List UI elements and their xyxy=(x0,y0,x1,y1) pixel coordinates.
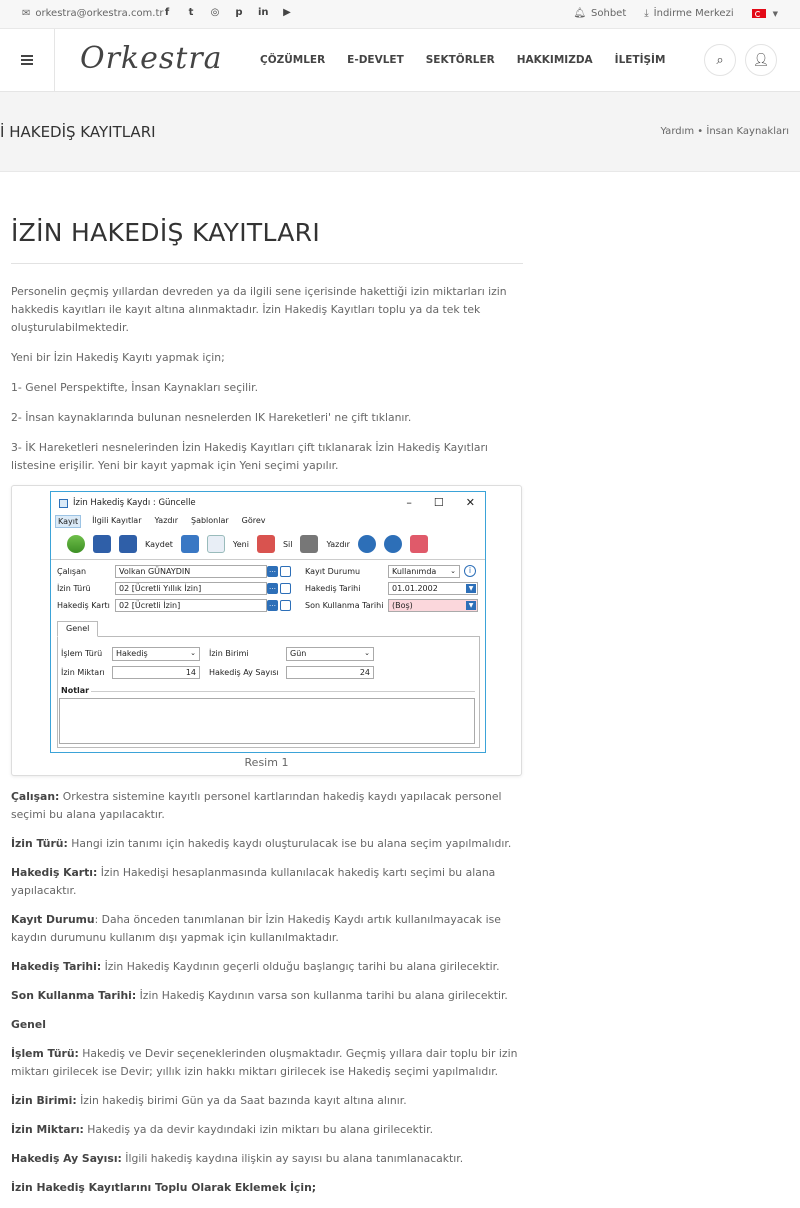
user-icon: 👤︎ xyxy=(752,52,770,68)
delete-label[interactable]: Sil xyxy=(282,539,293,549)
hakedis-tarihi-label: Hakediş Tarihi xyxy=(305,584,361,593)
download-icon: ⤓ xyxy=(644,8,649,19)
chevron-down-icon: ⌄ xyxy=(364,649,370,657)
kayit-durumu-select[interactable] xyxy=(388,565,460,578)
hakedis-karti-field[interactable]: 02 [Ücretli İzin] xyxy=(115,599,267,612)
twitter-icon[interactable]: t xyxy=(188,7,194,18)
hakedis-dialog xyxy=(50,491,486,753)
notlar-textarea[interactable] xyxy=(59,698,475,744)
mail-icon: ✉ xyxy=(22,8,31,19)
facebook-icon[interactable]: f xyxy=(164,7,170,18)
caret-down-icon: ▼ xyxy=(772,9,778,18)
calisan-field[interactable]: Volkan GÜNAYDIN xyxy=(115,565,267,578)
article xyxy=(11,172,523,475)
izin-miktari-field[interactable]: 14 xyxy=(112,666,200,679)
definition-term: Kayıt Durumu xyxy=(11,913,95,926)
linkedin-icon[interactable]: in xyxy=(258,7,269,18)
definition-item xyxy=(11,987,523,1005)
paragraph: 2- İnsan kaynaklarında bulunan nesnelerden IK Hareketleri' ne çift tıklanır. xyxy=(11,411,412,424)
minimize-icon[interactable]: – xyxy=(406,496,412,509)
download-center-link[interactable] xyxy=(644,8,733,19)
arrow-up-icon[interactable] xyxy=(358,535,376,553)
islem-turu-value: Hakediş xyxy=(116,649,148,658)
printer-icon[interactable] xyxy=(300,535,318,553)
definition-item xyxy=(11,958,523,976)
definition-text: İzin Hakedişi hesaplanmasında kullanılacak hakediş kartı seçimi bu alana yapılacaktır. xyxy=(11,866,496,897)
calisan-lookup-button[interactable]: … xyxy=(267,566,278,577)
izin-turu-label: İzin Türü xyxy=(57,584,91,593)
son-kullanma-label: Son Kullanma Tarihi xyxy=(305,601,384,610)
nav-iletisim[interactable]: İLETİŞİM xyxy=(614,54,666,66)
definition-item xyxy=(11,1045,523,1081)
definition-item xyxy=(11,911,523,947)
definition-term: Hakediş Tarihi: xyxy=(11,960,102,973)
nav-sektorler[interactable]: SEKTÖRLER xyxy=(425,54,495,66)
social-links xyxy=(162,7,292,19)
turkey-flag-icon xyxy=(752,9,766,18)
definitions-list xyxy=(11,788,523,1208)
hakedis-tarihi-value: 01.01.2002 xyxy=(392,584,438,593)
notlar-divider xyxy=(91,691,475,692)
definition-term: Son Kullanma Tarihi: xyxy=(11,989,137,1002)
definition-text: İzin Hakediş Kaydının geçerli olduğu başlangıç tarihi bu alana girilecektir. xyxy=(101,960,500,973)
kayit-durumu-label: Kayıt Durumu xyxy=(305,567,361,576)
definition-text: Hakediş ya da devir kaydındaki izin miktarı bu alana girilecektir. xyxy=(83,1123,434,1136)
save-icon[interactable] xyxy=(119,535,137,553)
youtube-icon[interactable]: ▶ xyxy=(283,7,291,18)
menu-sablonlar[interactable]: Şablonlar xyxy=(190,516,229,525)
izin-turu-field[interactable]: 02 [Ücretli Yıllık İzin] xyxy=(115,582,267,595)
paragraph: 1- Genel Perspektifte, İnsan Kaynakları seçilir. xyxy=(11,381,259,394)
definition-item xyxy=(11,1121,523,1139)
main-nav xyxy=(260,54,665,66)
new-label[interactable]: Yeni xyxy=(232,539,249,549)
definition-text: : Daha önceden tanımlanan bir İzin Hakediş Kaydı artık kullanılmayacak ise kaydın durumunu kullanım dışı yapmak için kullanılmaktadır. xyxy=(11,913,501,944)
search-button[interactable] xyxy=(704,44,736,76)
menu-gorev[interactable]: Görev xyxy=(241,516,266,525)
main-header xyxy=(0,29,800,92)
definition-term: Çalışan: xyxy=(11,790,60,803)
kayit-durumu-value: Kullanımda xyxy=(392,567,437,576)
hakedis-tarihi-field[interactable] xyxy=(388,582,478,595)
dialog-toolbar xyxy=(51,529,485,560)
chevron-down-icon: ⌄ xyxy=(190,649,196,657)
izin-birimi-value: Gün xyxy=(290,649,307,658)
calendar-dropdown-icon[interactable]: ▼ xyxy=(466,601,476,610)
logo[interactable]: Orkestra xyxy=(80,41,223,76)
save-label[interactable]: Kaydet xyxy=(145,539,173,549)
son-kullanma-value: (Boş) xyxy=(392,601,413,610)
hakedis-ay-field[interactable]: 24 xyxy=(286,666,374,679)
new-doc-icon[interactable] xyxy=(207,535,225,553)
divider xyxy=(11,263,523,264)
calisan-open-button[interactable] xyxy=(280,566,291,577)
definition-term: İzin Birimi: xyxy=(11,1094,77,1107)
dialog-menu xyxy=(51,515,485,528)
definition-term: İşlem Türü: xyxy=(11,1047,79,1060)
definition-term: İzin Türü: xyxy=(11,837,68,850)
definition-item xyxy=(11,1150,523,1168)
izin-turu-open-button[interactable] xyxy=(280,583,291,594)
email-text: orkestra@orkestra.com.tr xyxy=(35,8,164,19)
calisan-label: Çalışan xyxy=(57,567,87,576)
son-kullanma-field[interactable] xyxy=(388,599,478,612)
definition-item xyxy=(11,864,523,900)
hakedis-karti-open-button[interactable] xyxy=(280,600,291,611)
notlar-label: Notlar xyxy=(61,686,90,695)
nav-hakkimizda[interactable]: HAKKIMIZDA xyxy=(516,54,593,66)
menu-yazdir[interactable]: Yazdır xyxy=(154,516,178,525)
hamburger-icon xyxy=(21,59,33,61)
menu-ilgili-kayitlar[interactable]: İlgili Kayıtlar xyxy=(92,516,142,525)
save-add-icon[interactable] xyxy=(181,535,199,553)
definition-text: Orkestra sistemine kayıtlı personel kartlarından hakediş kaydı yapılacak personel seçimi bu alana yapılacaktır. xyxy=(11,790,502,821)
definition-text: İzin Hakediş Kaydının varsa son kullanma tarihi bu alana girilecektir. xyxy=(136,989,508,1002)
email-link[interactable] xyxy=(22,8,164,19)
close-icon[interactable]: ✕ xyxy=(465,496,475,509)
delete-icon[interactable] xyxy=(257,535,275,553)
menu-button[interactable] xyxy=(0,29,55,91)
izin-birimi-select[interactable] xyxy=(286,647,374,661)
article-title: İZİN HAKEDİŞ KAYITLARI xyxy=(11,218,321,247)
chat-link[interactable] xyxy=(573,8,626,19)
nav-cozumler[interactable]: ÇÖZÜMLER xyxy=(260,54,326,66)
definition-text: Hangi izin tanımı için hakediş kaydı oluşturulacak ise bu alana seçim yapılmalıdır. xyxy=(67,837,512,850)
definition-item xyxy=(11,788,523,824)
definition-item xyxy=(11,1179,523,1197)
top-bar xyxy=(0,0,800,29)
definition-item xyxy=(11,835,523,853)
bell-icon: 🔔︎ xyxy=(573,8,587,19)
izin-miktari-label: İzin Miktarı xyxy=(61,668,105,677)
download-label: İndirme Merkezi xyxy=(653,8,734,19)
window-icon xyxy=(59,499,68,508)
chat-label: Sohbet xyxy=(591,8,627,19)
menu-kayit[interactable]: Kayıt xyxy=(55,515,81,528)
save-new-icon[interactable] xyxy=(93,535,111,553)
hakedis-karti-lookup-button[interactable]: … xyxy=(267,600,278,611)
chevron-down-icon: ⌄ xyxy=(450,567,456,575)
screenshot-figure xyxy=(11,485,522,776)
definition-term: Hakediş Kartı: xyxy=(11,866,98,879)
definition-term: Hakediş Ay Sayısı: xyxy=(11,1152,122,1165)
search-icon: ⌕ xyxy=(716,52,724,68)
account-button[interactable] xyxy=(745,44,777,76)
definition-item xyxy=(11,1016,523,1034)
definition-text: İzin hakediş birimi Gün ya da Saat bazında kayıt altına alınır. xyxy=(76,1094,407,1107)
arrow-down-icon[interactable] xyxy=(384,535,402,553)
nav-e-devlet[interactable]: E-DEVLET xyxy=(347,54,404,66)
paragraph: 3- İK Hareketleri nesnelerinden İzin Hakediş Kayıtları çift tıklanarak İzin Hakediş Kayıtları listesine erişilir. Yeni bir kayıt yapmak için Yeni seçimi yapılır. xyxy=(11,441,488,472)
izin-birimi-label: İzin Birimi xyxy=(209,649,249,658)
info-icon[interactable]: i xyxy=(464,565,476,577)
calendar-dropdown-icon[interactable]: ▼ xyxy=(466,584,476,593)
tab-genel[interactable]: Genel xyxy=(57,621,98,637)
print-label[interactable]: Yazdır xyxy=(326,539,350,549)
islem-turu-label: İşlem Türü xyxy=(61,649,103,658)
definition-term: İzin Hakediş Kayıtlarını Toplu Olarak Eklemek İçin; xyxy=(11,1181,317,1194)
definition-text: İlgili hakediş kaydına ilişkin ay sayısı bu alana tanımlanacaktır. xyxy=(121,1152,464,1165)
intro-paragraph: Personelin geçmiş yıllardan devreden ya da ilgili sene içerisinde hakettiği izin miktarları izin hakkedis kayıtları ile kayıt altına alınmaktadır. İzin Hakediş Kayıtları toplu ya da tek tek oluşturulabilmektedir. xyxy=(11,285,507,334)
islem-turu-select[interactable] xyxy=(112,647,200,661)
definition-item xyxy=(11,1092,523,1110)
definition-term: Genel xyxy=(11,1018,46,1031)
new-pointer-icon[interactable] xyxy=(67,535,85,553)
dialog-title: İzin Hakediş Kaydı : Güncelle xyxy=(73,498,196,508)
language-selector[interactable] xyxy=(752,9,778,18)
instagram-icon[interactable]: ◎ xyxy=(210,7,220,18)
paragraph: Yeni bir İzin Hakediş Kayıtı yapmak için; xyxy=(11,351,225,364)
breadcrumb[interactable]: Yardım • İnsan Kaynakları xyxy=(660,126,789,137)
approve-check-icon[interactable] xyxy=(410,535,428,553)
hakedis-karti-label: Hakediş Kartı xyxy=(57,601,110,610)
definition-text: Hakediş ve Devir seçeneklerinden oluşmaktadır. Geçmiş yıllara dair toplu bir izin miktarı girilecek ise Devir; yıllık izin hakkı miktarı girilecek ise Hakediş seçimi yapılmalıdır. xyxy=(11,1047,518,1078)
izin-turu-lookup-button[interactable]: … xyxy=(267,583,278,594)
figure-caption: Resim 1 xyxy=(244,756,289,769)
page-title: İ HAKEDİŞ KAYITLARI xyxy=(0,123,156,141)
page-title-band xyxy=(0,92,800,172)
definition-term: İzin Miktarı: xyxy=(11,1123,84,1136)
pinterest-icon[interactable]: p xyxy=(235,7,243,18)
hakedis-ay-label: Hakediş Ay Sayısı xyxy=(209,668,279,677)
maximize-icon[interactable]: ☐ xyxy=(433,496,444,509)
